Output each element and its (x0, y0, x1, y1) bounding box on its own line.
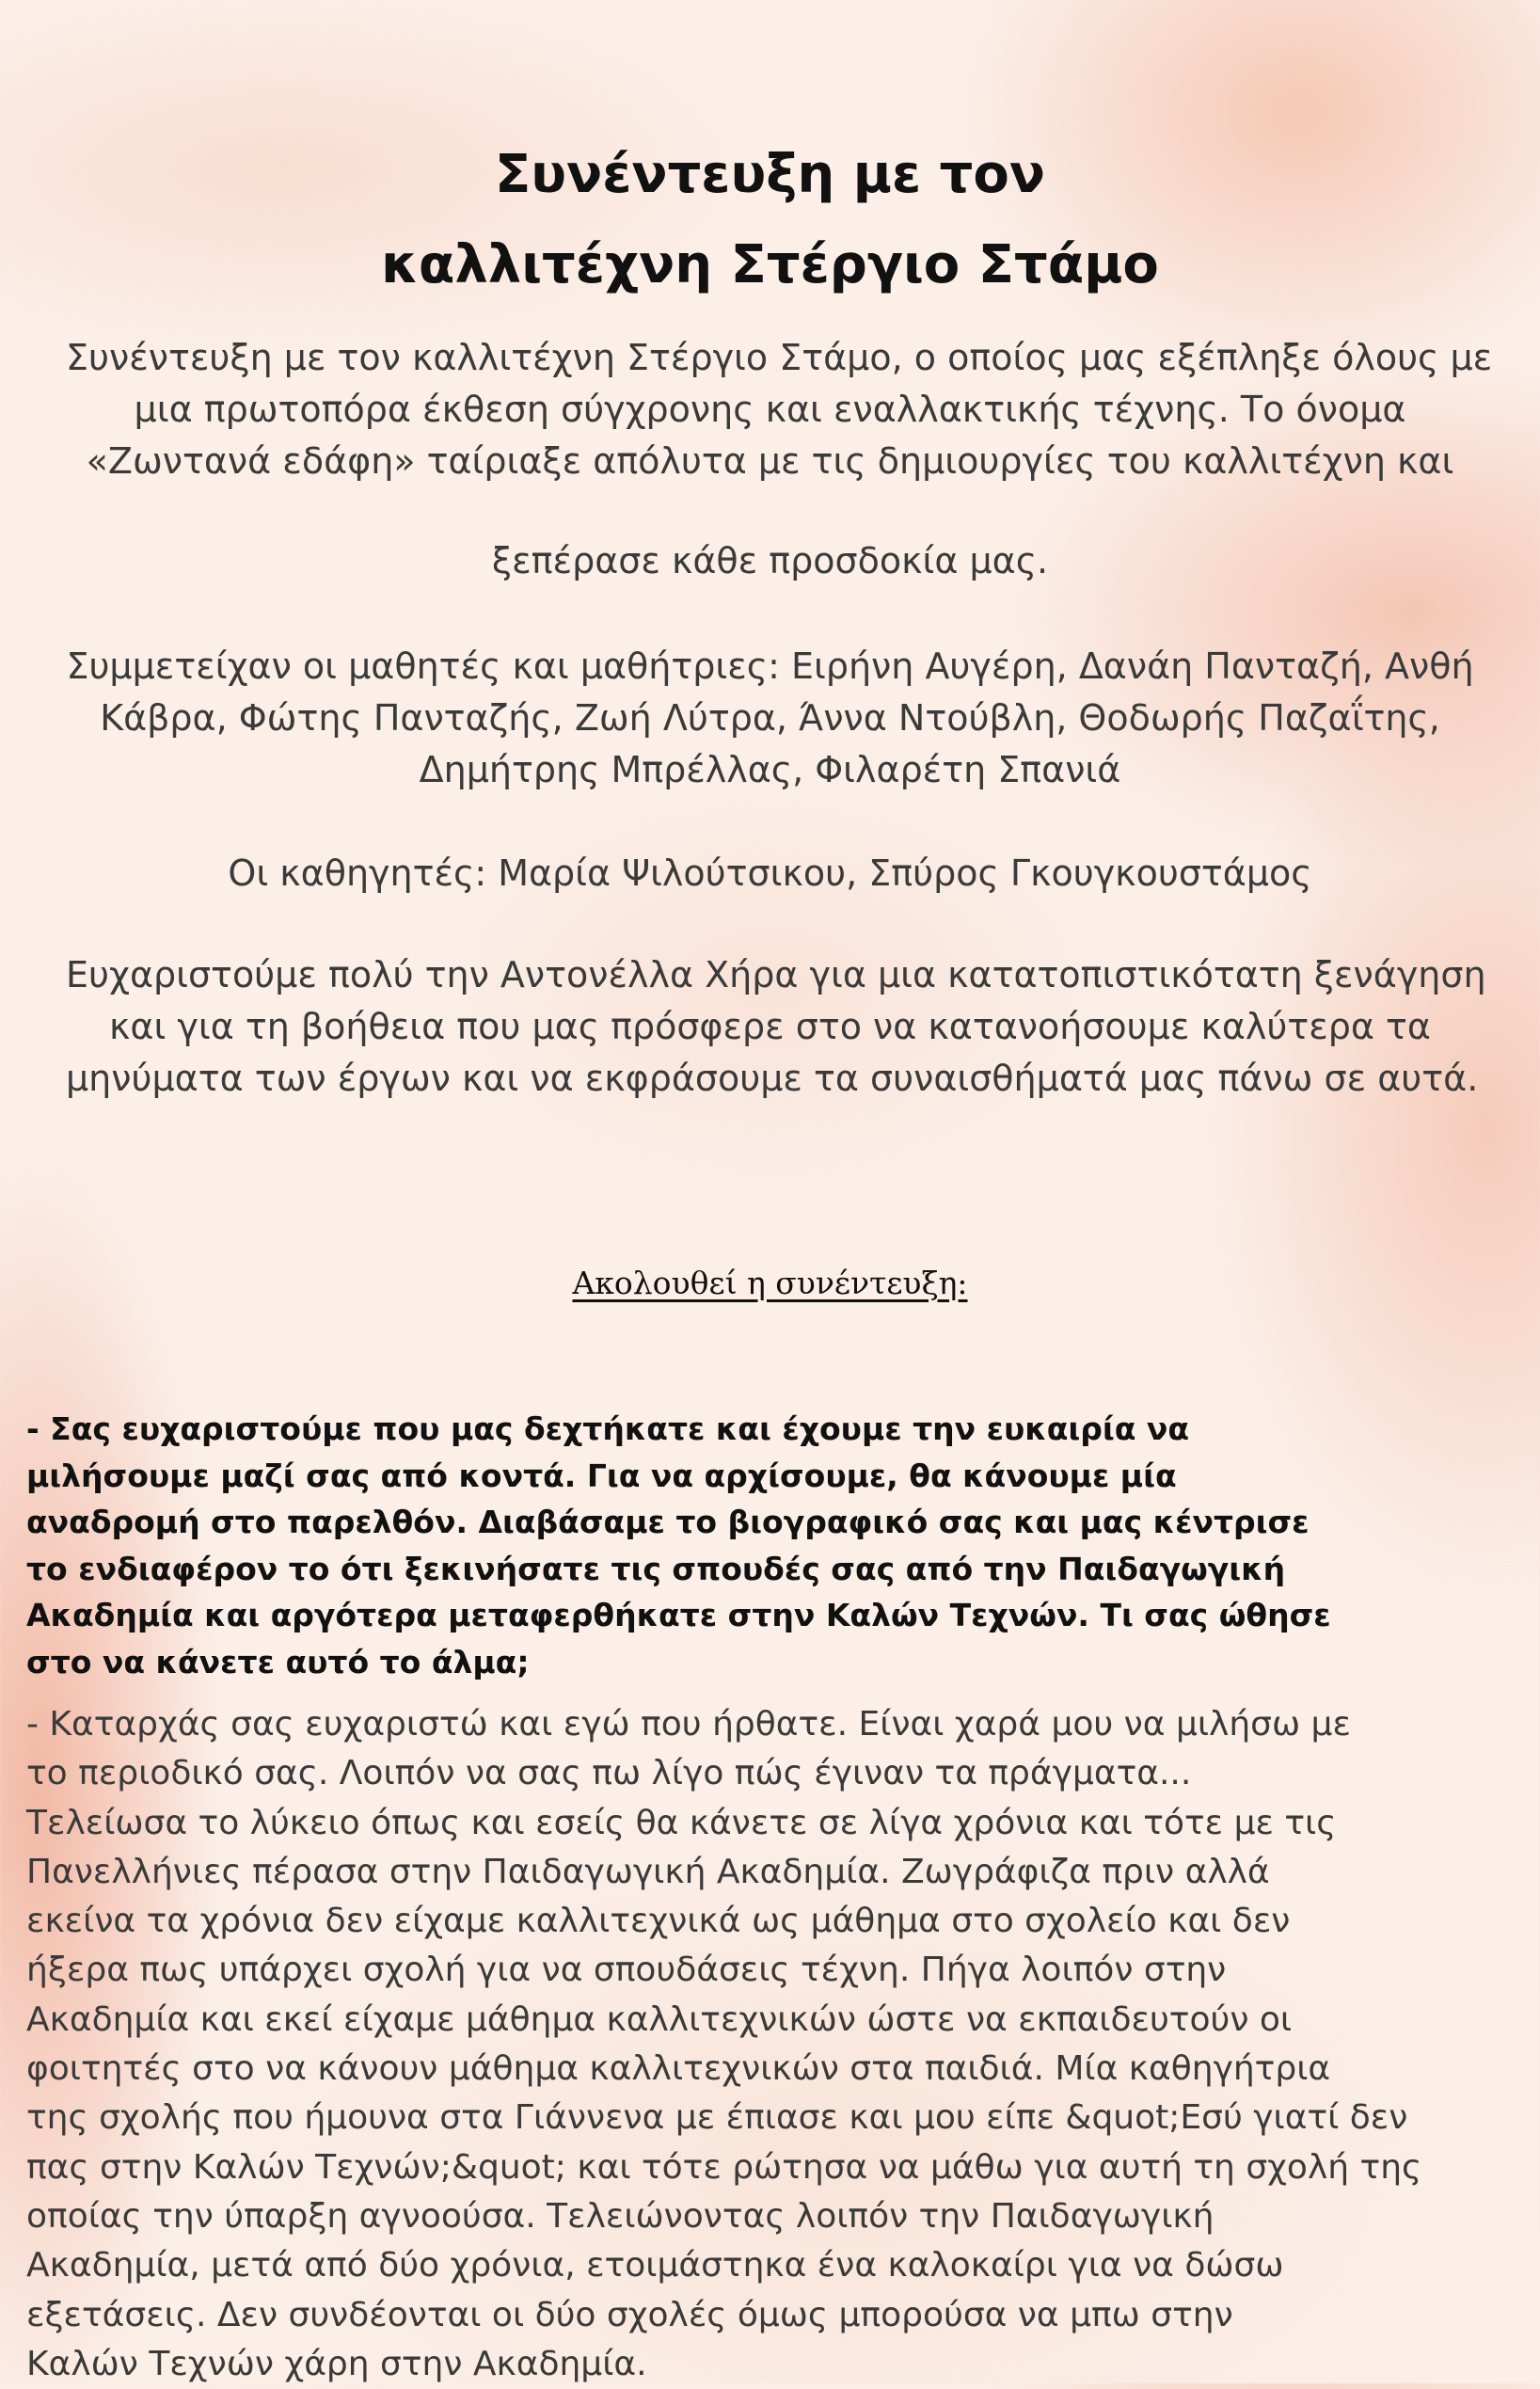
answer-line: το περιοδικό σας. Λοιπόν να σας πω λίγο πώς έγιναν τα πράγματα... (26, 1754, 1192, 1793)
answer-line: εκείνα τα χρόνια δεν είχαμε καλλιτεχνικά ως μάθημα στο σχολείο και δεν (26, 1902, 1291, 1941)
answer-line: - Καταρχάς σας ευχαριστώ και εγώ που ήρθατε. Είναι χαρά μου να μιλήσω με (26, 1705, 1351, 1744)
title-line: καλλιτέχνη Στέργιο Στάμο (381, 234, 1159, 295)
answer-line: Ακαδημία και εκεί είχαμε μάθημα καλλιτεχνικών ώστε να εκπαιδευτούν οι (26, 1999, 1293, 2039)
intro-paragraph (66, 332, 1493, 487)
students-paragraph (66, 641, 1474, 796)
teachers-paragraph (66, 848, 1474, 900)
answer-line: Πανελλήνιες πέρασα στην Παιδαγωγική Ακαδημία. Ζωγράφιζα πριν αλλά (26, 1852, 1270, 1891)
intro-paragraph-end (66, 535, 1474, 587)
students-line: Κάβρα, Φώτης Πανταζής, Ζωή Λύτρα, Άννα Ντούβλη, Θοδωρής Παζαΐτης, (100, 697, 1440, 739)
answer-line: φοιτητές στο να κάνουν μάθημα καλλιτεχνικών στα παιδιά. Μία καθηγήτρια (26, 2049, 1331, 2089)
students-line: Δημήτρης Μπρέλλας, Φιλαρέτη Σπανιά (419, 749, 1121, 790)
title-line: Συνέντευξη με τον (495, 144, 1045, 205)
answer-line: της σχολής που ήμουνα στα Γιάννενα με έπιασε και μου είπε &quot;Εσύ γιατί δεν (26, 2098, 1408, 2138)
interview-heading (0, 1263, 1540, 1304)
question-line: το ενδιαφέρον το ότι ξεκινήσατε τις σπουδές σας από την Παιδαγωγική (26, 1550, 1286, 1587)
article-title (0, 130, 1540, 311)
interview-answer (26, 1700, 1422, 2389)
thanks-line: και για τη βοήθεια που μας πρόσφερε στο να κατανοήσουμε καλύτερα τα (109, 1006, 1431, 1047)
question-line: στο να κάνετε αυτό το άλμα; (26, 1643, 530, 1680)
answer-line: πας στην Καλών Τεχνών;&quot; και τότε ρώτησα να μάθω για αυτή τη σχολή της (26, 2147, 1422, 2187)
teachers-line: Οι καθηγητές: Μαρία Ψιλούτσικου, Σπύρος Γκουγκουστάμος (228, 852, 1312, 894)
intro-line: Συνέντευξη με τον καλλιτέχνη Στέργιο Στάμο, ο οποίος μας εξέπληξε όλους με (66, 337, 1493, 378)
students-line: Συμμετείχαν οι μαθητές και μαθήτριες: Ειρήνη Αυγέρη, Δανάη Πανταζή, Ανθή (66, 645, 1474, 687)
question-line: Ακαδημία και αργότερα μεταφερθήκατε στην Καλών Τεχνών. Τι σας ώθησε (26, 1597, 1331, 1633)
interview-heading-text: Ακολουθεί η συνέντευξη: (572, 1265, 968, 1301)
thanks-line: μηνύματα των έργων και να εκφράσουμε τα συναισθήματά μας πάνω σε αυτά. (66, 1058, 1479, 1099)
interview-question (26, 1406, 1419, 1685)
answer-line: Ακαδημία, μετά από δύο χρόνια, ετοιμάστηκα ένα καλοκαίρι για να δώσω (26, 2246, 1284, 2285)
answer-line: Καλών Τεχνών χάρη στην Ακαδημία. (26, 2344, 647, 2383)
answer-line: οποίας την ύπαρξη αγνοούσα. Τελειώνοντας λοιπόν την Παιδαγωγική (26, 2196, 1215, 2236)
intro-line: ξεπέρασε κάθε προσδοκία μας. (491, 540, 1049, 581)
thanks-line: Ευχαριστούμε πολύ την Αντονέλλα Χήρα για μια κατατοπιστικότατη ξενάγηση (66, 954, 1486, 995)
answer-line: ήξερα πως υπάρχει σχολή για να σπουδάσεις τέχνη. Πήγα λοιπόν στην (26, 1951, 1227, 1990)
intro-line: «Ζωντανά εδάφη» ταίριαξε απόλυτα με τις δημιουργίες του καλλιτέχνη και (86, 440, 1454, 482)
question-line: αναδρομή στο παρελθόν. Διαβάσαμε το βιογραφικό σας και μας κέντρισε (26, 1504, 1310, 1540)
question-line: μιλήσουμε μαζί σας από κοντά. Για να αρχίσουμε, θα κάνουμε μία (26, 1457, 1177, 1494)
answer-line: εξετάσεις. Δεν συνδέονται οι δύο σχολές όμως μπορούσα να μπω στην (26, 2295, 1233, 2334)
thanks-paragraph (66, 949, 1486, 1105)
answer-line: Τελείωσα το λύκειο όπως και εσείς θα κάνετε σε λίγα χρόνια και τότε με τις (26, 1803, 1337, 1842)
question-line: - Σας ευχαριστούμε που μας δεχτήκατε και έχουμε την ευκαιρία να (26, 1410, 1190, 1447)
intro-line: μια πρωτοπόρα έκθεση σύγχρονης και εναλλακτικής τέχνης. Το όνομα (134, 389, 1406, 430)
